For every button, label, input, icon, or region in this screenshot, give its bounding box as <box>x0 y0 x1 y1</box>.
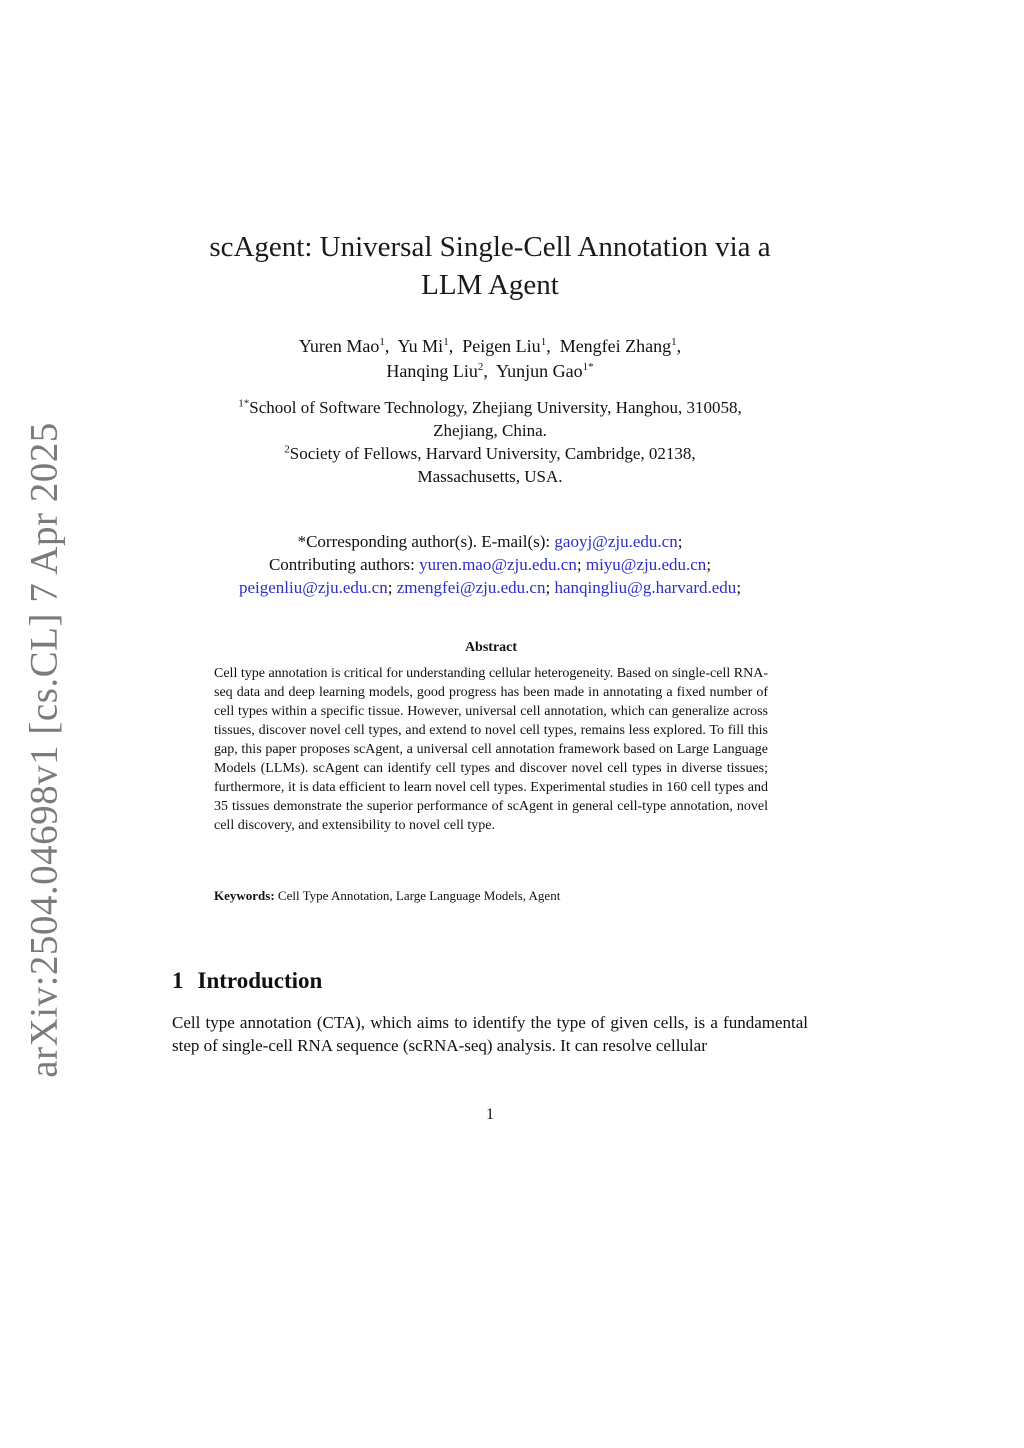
author-list <box>190 334 790 384</box>
contact-info <box>170 530 810 599</box>
author: Peigen Liu$^1$, <box>462 336 551 356</box>
contributing-label: Contributing authors: <box>268 555 415 574</box>
affiliation-mark: 1* <box>238 397 250 410</box>
author-affiliation-mark: 1 <box>379 336 385 348</box>
author-affiliation-mark: 1 <box>671 336 677 348</box>
contributing-authors-line: Contributing authors: yuren.mao@zju.edu.cn; miyu@zju.edu.cn; <box>268 555 712 574</box>
author-name: Peigen Liu <box>462 336 541 356</box>
author-affiliation-mark: 1 <box>540 336 547 348</box>
author-affiliation-mark: 1 <box>443 336 449 348</box>
title-line-1: scAgent: Universal Single-Cell Annotation via a <box>209 231 771 263</box>
affiliation-line: Society of Fellows, Harvard University, Cambridge, 02138, <box>289 444 696 463</box>
affiliation-line: School of Software Technology, Zhejiang University, Hanghou, 310058, <box>249 398 742 417</box>
author: Hanqing Liu$^2$, <box>386 361 488 381</box>
corresponding-label: *Corresponding author(s). E-mail(s): <box>297 532 551 551</box>
corresponding-author-line: *Corresponding author(s). E-mail(s): gaoyj@zju.edu.cn; <box>297 532 683 551</box>
title-line-2: LLM Agent <box>421 269 559 301</box>
contributing-email-link[interactable]: hanqingliu@g.harvard.edu <box>554 578 737 597</box>
author-affiliation-mark: 2 <box>477 361 484 373</box>
affiliation <box>170 396 810 442</box>
keywords-label: Keywords: <box>214 888 275 903</box>
arxiv-identifier-stamp: arXiv:2504.04698v1 [cs.CL] 7 Apr 2025 <box>22 422 66 1078</box>
contributing-email-link[interactable]: peigenliu@zju.edu.cn <box>238 578 388 597</box>
author: Yuren Mao$^1$, <box>298 336 390 356</box>
affiliation-list <box>170 396 810 488</box>
contributing-email-link[interactable]: miyu@zju.edu.cn <box>585 555 707 574</box>
author <box>496 361 594 381</box>
section-number: 1 <box>172 968 184 993</box>
affiliation-line: Massachusetts, USA. <box>417 467 563 486</box>
author-name: Yuren Mao <box>298 336 380 356</box>
author: Mengfei Zhang$^1$, <box>559 336 682 356</box>
author-name: Yunjun Gao <box>496 361 583 381</box>
author-name: Yu Mi <box>397 336 444 356</box>
corresponding-email-link[interactable]: gaoyj@zju.edu.cn <box>554 532 678 551</box>
contributing-email-link[interactable]: yuren.mao@zju.edu.cn <box>419 555 577 574</box>
keywords <box>214 887 768 905</box>
contributing-authors-line: peigenliu@zju.edu.cn; zmengfei@zju.edu.cn; hanqingliu@g.harvard.edu; <box>238 578 742 597</box>
author-name: Mengfei Zhang <box>559 336 672 356</box>
affiliation-line: Zhejiang, China. <box>433 421 547 440</box>
contributing-email-link[interactable]: zmengfei@zju.edu.cn <box>396 578 546 597</box>
page-number: 1 <box>486 1106 494 1123</box>
section-heading-introduction <box>172 966 322 996</box>
section-title: Introduction <box>197 968 323 993</box>
paper-title <box>190 228 790 304</box>
affiliation <box>170 442 810 488</box>
introduction-text: Cell type annotation (CTA), which aims to identify the type of given cells, is a fundamental step of single-cell RNA sequence (scRNA-seq) analysis. It can resolve cellular <box>172 1013 808 1055</box>
affiliation-mark: 2 <box>284 443 290 456</box>
abstract-heading: Abstract <box>464 640 518 655</box>
author-affiliation-mark: 1* <box>582 361 594 373</box>
keywords-text: Cell Type Annotation, Large Language Models, Agent <box>277 888 561 903</box>
author: Yu Mi$^1$, <box>397 336 454 356</box>
author-name: Hanqing Liu <box>386 361 478 381</box>
abstract-text: Cell type annotation is critical for understanding cellular heterogeneity. Based on single-cell RNA-seq data and deep learning models, good progress has been made in annotating a fixed number of cell types within a specific tissue. However, universal cell annotation, which can generalize across tissues, discover novel cell types, and extend to novel cell types, remains less explored. To fill this gap, this paper proposes scAgent, a universal cell annotation framework based on Large Language Models (LLMs). scAgent can identify cell types and discover novel cell types in diverse tissues; furthermore, it is data efficient to learn novel cell types. Experimental studies in 160 cell types and 35 tissues demonstrate the superior performance of scAgent in general cell-type annotation, novel cell discovery, and extensibility to novel cell type. <box>214 666 768 833</box>
